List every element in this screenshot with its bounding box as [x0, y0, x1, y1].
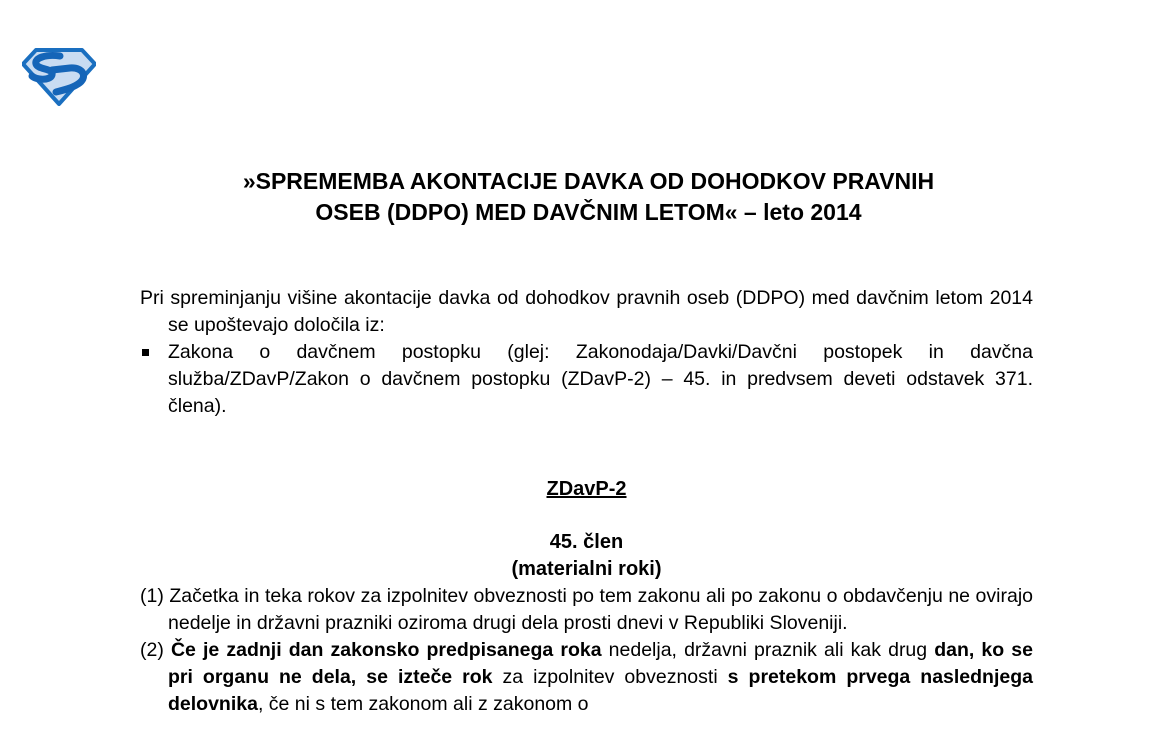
- paragraph-text-bold: Če je zadnji dan zakonsko predpisanega roka: [163, 639, 602, 661]
- article-paragraph-2: [140, 637, 1033, 718]
- title-line-1: »SPREMEMBA AKONTACIJE DAVKA OD DOHODKOV PRAVNIH: [242, 168, 935, 194]
- paragraph-text: , če ni s tem zakonom ali z zakonom o: [257, 693, 589, 715]
- source-list: [140, 339, 1033, 420]
- paragraph-label: (2): [140, 639, 164, 661]
- intro-section: [140, 285, 1033, 339]
- paragraph-text-bold: s pretekom prvega naslednjega delovnika: [168, 666, 1033, 715]
- article-title: (materialni roki): [511, 558, 662, 580]
- square-bullet-icon: [142, 349, 149, 356]
- paragraph-text-bold: dan, ko se pri organu ne dela, se izteče rok: [168, 639, 1033, 688]
- article-number: 45. člen: [549, 531, 624, 553]
- intro-paragraph: Pri spreminjanju višine akontacije davka od dohodkov pravnih oseb (DDPO) med davčnim letom 2014 se upoštevajo določila iz:: [140, 287, 1033, 336]
- paragraph-text: za izpolnitev obveznosti: [492, 666, 718, 688]
- shield-logo-icon: [22, 48, 96, 106]
- law-heading: ZDavP-2: [546, 478, 627, 500]
- document-title: [140, 166, 1037, 228]
- paragraph-label: (1): [140, 585, 164, 607]
- paragraph-text: nedelja, državni praznik ali kak drug: [601, 639, 928, 661]
- article-paragraph-1: [140, 583, 1033, 637]
- list-item-text: Zakona o davčnem postopku (glej: Zakonodaja/Davki/Davčni postopek in davčna služba/ZDavP/Zakon o davčnem postopku (ZDavP-2) – 45. in predvsem deveti odstavek 371. člena).: [168, 341, 1033, 417]
- title-line-2: OSEB (DDPO) MED DAVČNIM LETOM« – leto 2014: [315, 199, 862, 225]
- company-logo: [22, 48, 96, 106]
- article-body: [140, 583, 1033, 718]
- list-item: [140, 339, 1033, 420]
- paragraph-text: Začetka in teka rokov za izpolnitev obveznosti po tem zakonu ali po zakonu o obdavčenju ne ovirajo nedelje in državni prazniki oziroma drugi dela prosti dnevi v Republiki Sloveniji.: [163, 585, 1033, 634]
